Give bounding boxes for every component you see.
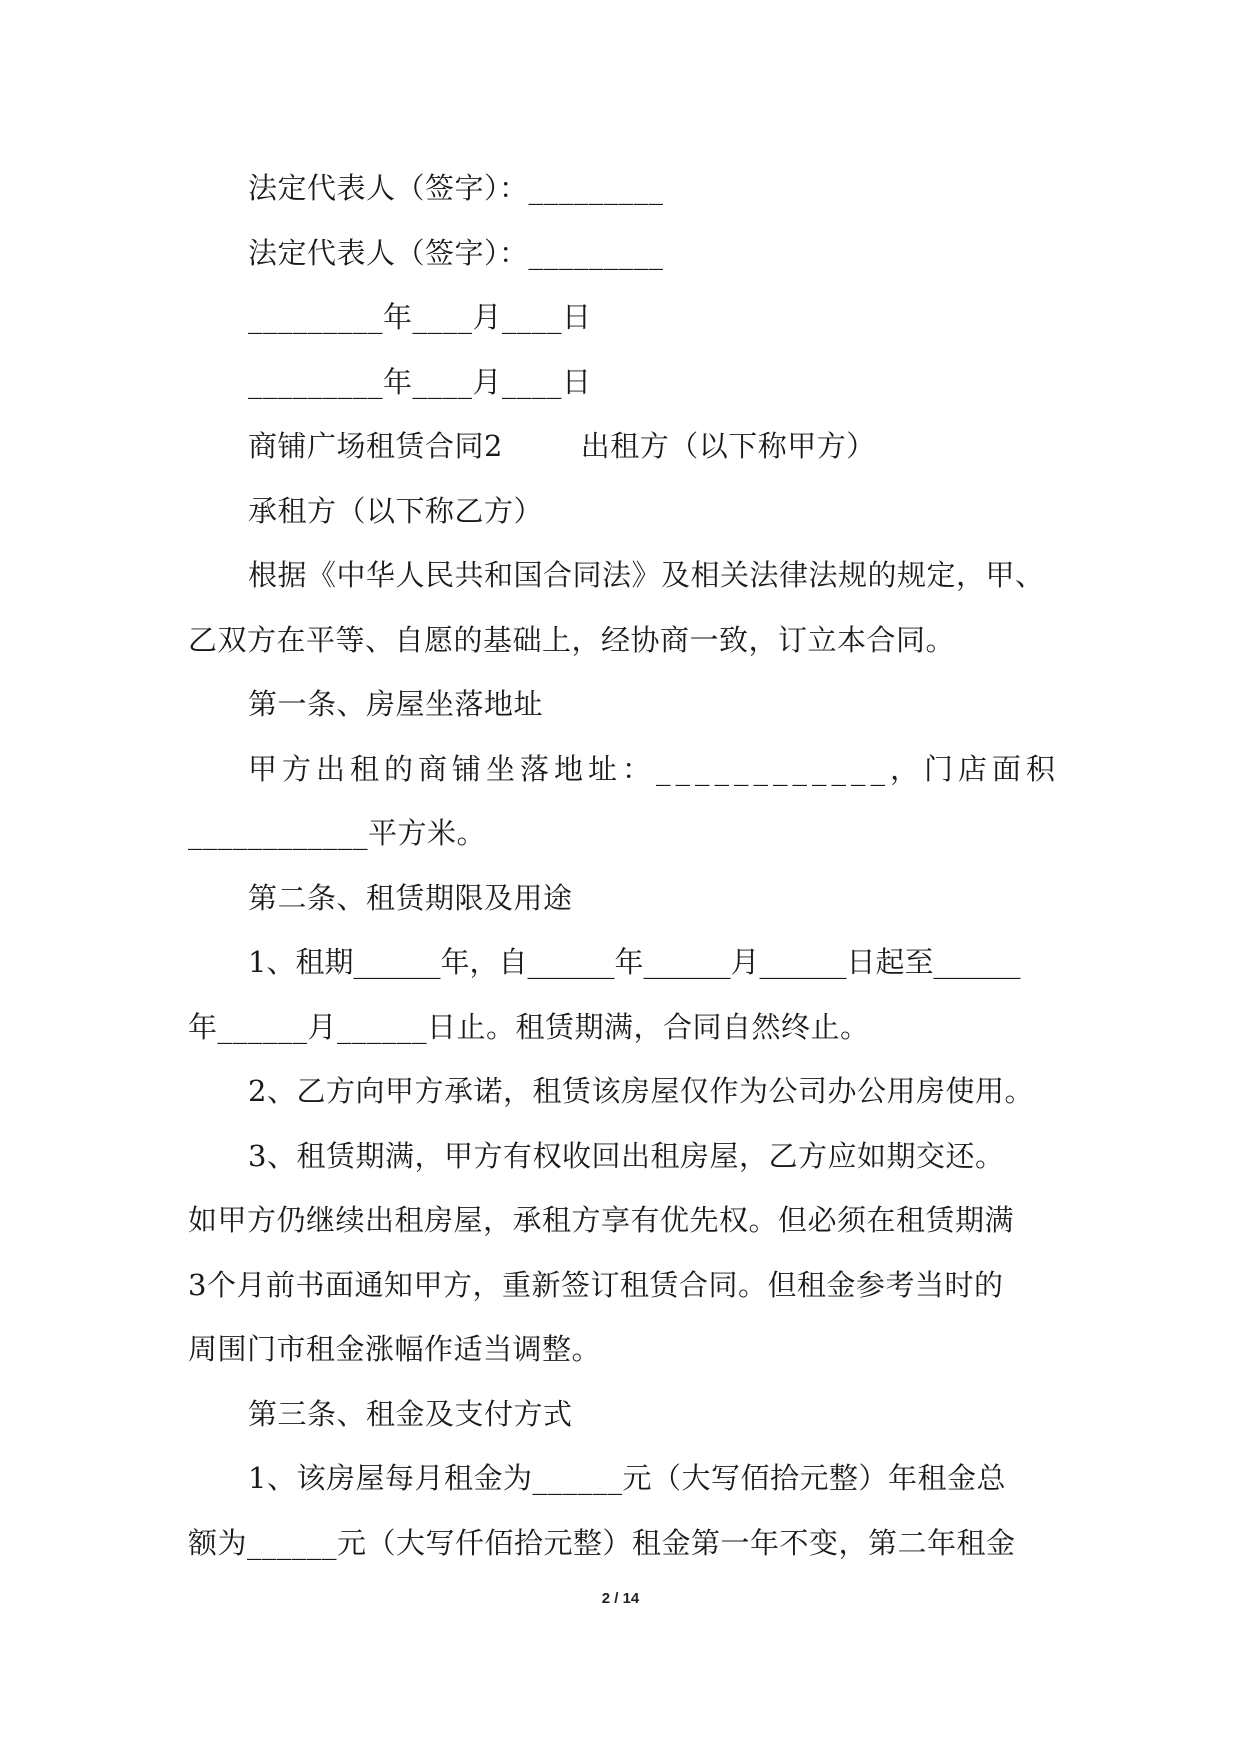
paragraph-line: 1、该房屋每月租金为______元（大写佰拾元整）年租金总: [248, 1461, 1006, 1495]
paragraph-line: ____________平方米。: [188, 816, 487, 850]
lessee-line: 承租方（以下称乙方）: [248, 493, 544, 528]
paragraph-line: 乙双方在平等、自愿的基础上，经协商一致，订立本合同。: [188, 622, 956, 657]
paragraph-line: 周围门市租金涨幅作适当调整。: [188, 1332, 602, 1366]
signature-line-2: 法定代表人（签字）：_________: [248, 235, 664, 270]
date-line-2: _________年____月____日: [248, 364, 592, 399]
paragraph-line: 3、租赁期满，甲方有权收回出租房屋，乙方应如期交还。: [248, 1138, 1005, 1173]
contract-title-line: 商铺广场租赁合同2 出租方（以下称甲方）: [248, 429, 876, 463]
page-number: 2 / 14: [601, 1590, 640, 1607]
article-heading: 第二条、租赁期限及用途: [248, 880, 573, 915]
article-heading: 第一条、房屋坐落地址: [248, 687, 544, 721]
paragraph-line: 额为______元（大写仟佰拾元整）租金第一年不变，第二年租金: [188, 1525, 1016, 1560]
signature-line-1: 法定代表人（签字）：_________: [248, 171, 664, 205]
paragraph-line: 1、租期______年，自______年______月______日起至______: [248, 945, 1021, 979]
article-heading: 第三条、租金及支付方式: [248, 1396, 573, 1431]
document-body: [188, 156, 1061, 1575]
paragraph-line: 2、乙方向甲方承诺，租赁该房屋仅作为公司办公用房使用。: [248, 1074, 1034, 1108]
date-line-1: _________年____月____日: [248, 300, 592, 334]
paragraph-line: 年______月______日止。租赁期满，合同自然终止。: [188, 1009, 870, 1044]
paragraph-line: 如甲方仍继续出租房屋，承租方享有优先权。但必须在租赁期满: [188, 1203, 1015, 1237]
paragraph-line: 甲方出租的商铺坐落地址：____________，门店面积: [248, 751, 1061, 786]
paragraph-line: 3个月前书面通知甲方，重新签订租赁合同。但租金参考当时的: [188, 1267, 1004, 1302]
paragraph-line: 根据《中华人民共和国合同法》及相关法律法规的规定，甲、: [248, 558, 1045, 592]
